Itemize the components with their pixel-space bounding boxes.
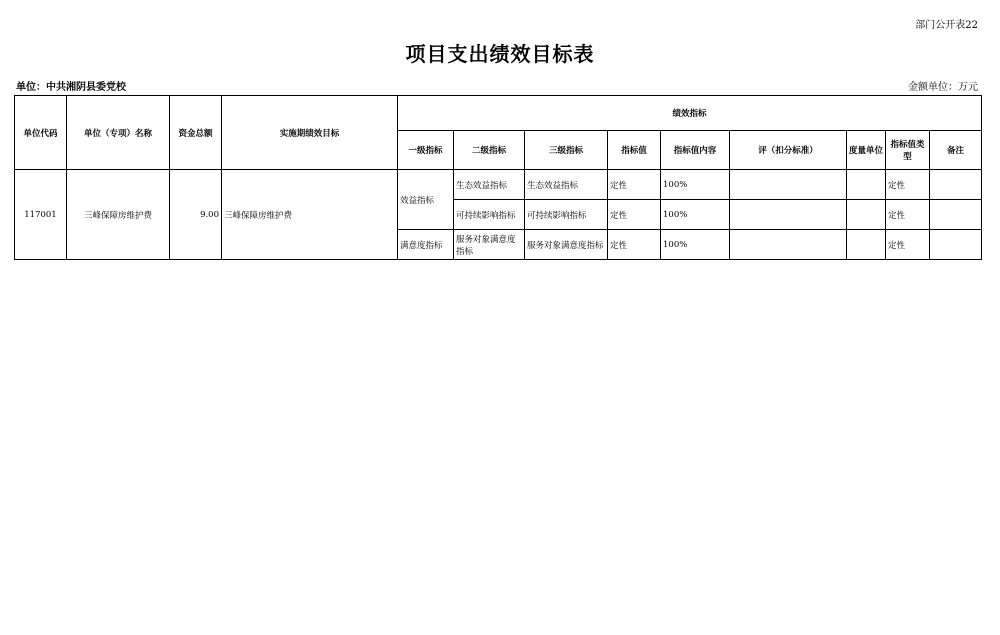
level3-cell: 可持续影响指标 [525, 200, 608, 230]
amount-unit-label: 金额单位：万元 [908, 82, 978, 93]
header-measure-unit: 度量单位 [847, 131, 886, 170]
scoring-cell [730, 170, 847, 200]
remark-cell [930, 170, 982, 200]
value-cell: 定性 [608, 200, 661, 230]
remark-cell [930, 200, 982, 230]
header-performance-indicators: 绩效指标 [398, 96, 982, 131]
value-cell: 定性 [608, 170, 661, 200]
unit-name-cell: 三峰保障房维护费 [67, 170, 170, 260]
value-type-cell: 定性 [886, 170, 930, 200]
header-unit-name: 单位（专项）名称 [67, 96, 170, 170]
value-type-cell: 定性 [886, 200, 930, 230]
total-funds-cell: 9.00 [170, 170, 222, 260]
unit-code-cell: 117001 [15, 170, 67, 260]
header-level3: 三级指标 [525, 131, 608, 170]
header-value: 指标值 [608, 131, 661, 170]
performance-goal-table [14, 95, 982, 260]
goal-cell: 三峰保障房维护费 [222, 170, 398, 260]
measure-unit-cell [847, 230, 886, 260]
header-remark: 备注 [930, 131, 982, 170]
value-type-cell: 定性 [886, 230, 930, 260]
remark-cell [930, 230, 982, 260]
value-cell: 定性 [608, 230, 661, 260]
reporting-unit-label: 单位：中共湘阴县委党校 [16, 82, 126, 93]
level3-cell: 服务对象满意度指标 [525, 230, 608, 260]
header-level1: 一级指标 [398, 131, 454, 170]
header-value-type: 指标值类型 [886, 131, 930, 170]
page-title: 项目支出绩效目标表 [405, 42, 595, 66]
value-content-cell: 100% [661, 170, 730, 200]
header-scoring: 评（扣分标准） [730, 131, 847, 170]
header-total-funds: 资金总额 [170, 96, 222, 170]
value-content-cell: 100% [661, 200, 730, 230]
value-content-cell: 100% [661, 230, 730, 260]
header-level2: 二级指标 [454, 131, 525, 170]
table-number-label: 部门公开表22 [915, 20, 978, 31]
header-unit-code: 单位代码 [15, 96, 67, 170]
header-value-content: 指标值内容 [661, 131, 730, 170]
level1-cell: 效益指标 [398, 170, 454, 230]
measure-unit-cell [847, 200, 886, 230]
table-row [15, 170, 982, 200]
level2-cell: 可持续影响指标 [454, 200, 525, 230]
level3-cell: 生态效益指标 [525, 170, 608, 200]
level2-cell: 服务对象满意度指标 [454, 230, 525, 260]
scoring-cell [730, 230, 847, 260]
header-implementation-goal: 实施期绩效目标 [222, 96, 398, 170]
level2-cell: 生态效益指标 [454, 170, 525, 200]
scoring-cell [730, 200, 847, 230]
measure-unit-cell [847, 170, 886, 200]
level1-cell: 满意度指标 [398, 230, 454, 260]
